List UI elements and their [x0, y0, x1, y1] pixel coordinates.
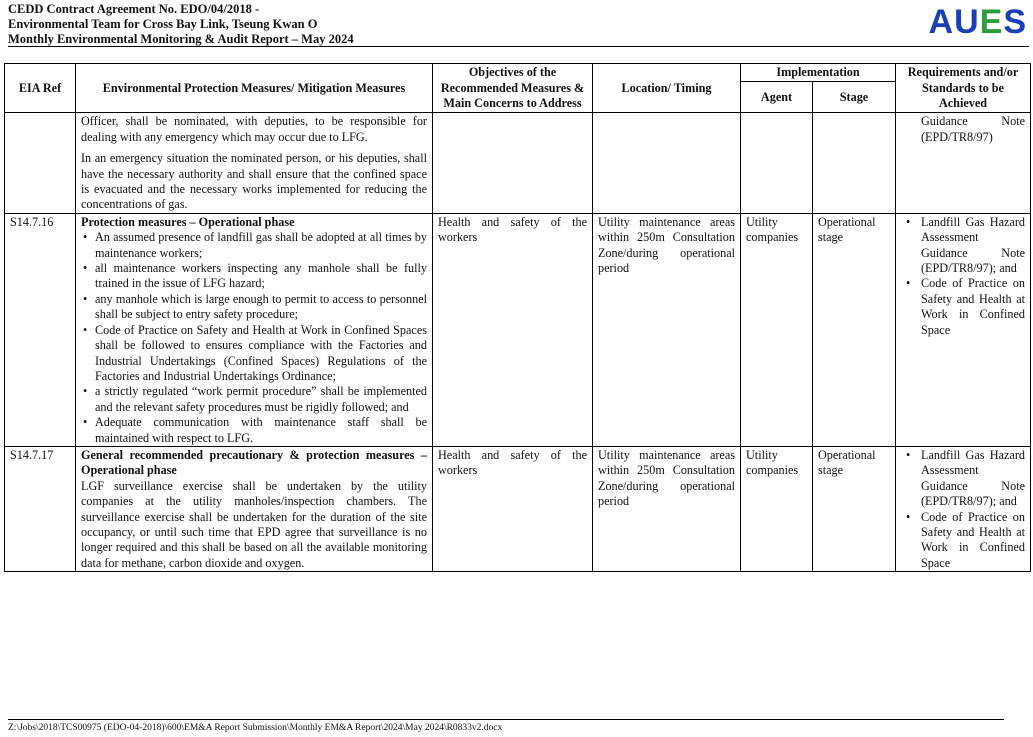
list-item: • any manhole which is large enough to permit to access to personnel shall be subject to entry safety procedure; [95, 292, 427, 323]
cell-objectives [433, 113, 593, 213]
col-header-location: Location/ Timing [593, 64, 741, 113]
col-header-objectives: Objectives of the Recommended Measures & Main Concerns to Address [433, 64, 593, 113]
requirements-list [901, 448, 1025, 571]
list-item: • Landfill Gas Hazard Assessment Guidance Note (EPD/TR8/97); and [921, 448, 1025, 510]
cell-objectives: Health and safety of the workers [433, 446, 593, 571]
col-header-measures: Environmental Protection Measures/ Mitigation Measures [76, 64, 433, 113]
col-header-stage: Stage [813, 82, 896, 113]
cell-requirements [896, 213, 1031, 446]
cell-stage [813, 113, 896, 213]
header-divider [8, 46, 1029, 47]
report-line: Monthly Environmental Monitoring & Audit Report – May 2024 [8, 32, 354, 46]
list-item: • a strictly regulated “work permit procedure” shall be implemented and the relevant safety procedures must be rigidly followed; and [95, 384, 427, 415]
col-header-implementation: Implementation [741, 64, 896, 82]
cell-eia-ref: S14.7.16 [5, 213, 76, 446]
measures-heading: General recommended precautionary & protection measures – Operational phase [81, 447, 427, 478]
list-item: • Code of Practice on Safety and Health at Work in Confined Space [921, 276, 1025, 338]
measures-heading: Protection measures – Operational phase [81, 214, 295, 229]
table-header-row [5, 64, 1031, 82]
cell-eia-ref: S14.7.17 [5, 446, 76, 571]
cell-measures [76, 446, 433, 571]
list-item: • all maintenance workers inspecting any manhole shall be fully trained in the issue of LFG hazard; [95, 261, 427, 292]
list-item: • Adequate communication with maintenance staff shall be maintained with respect to LFG. [95, 415, 427, 446]
cell-requirements [896, 113, 1031, 213]
table-row [5, 113, 1031, 213]
file-path-footer: Z:\Jobs\2018\TCS00975 (EDO-04-2018)\600\EM&A Report Submission\Monthly EM&A Report\2024\May 2024\R0833v2.docx [8, 723, 503, 733]
cell-location [593, 113, 741, 213]
cell-objectives: Health and safety of the workers [433, 213, 593, 446]
cell-eia-ref [5, 113, 76, 213]
requirements-list [901, 215, 1025, 338]
measures-bullet-list [81, 230, 427, 446]
list-item: • Code of Practice on Safety and Health at Work in Confined Space [921, 510, 1025, 572]
list-item: • An assumed presence of landfill gas shall be adopted at all times by maintenance workers; [95, 230, 427, 261]
cell-agent: Utility companies [741, 446, 813, 571]
document-header [8, 2, 568, 47]
requirement-text: Guidance Note (EPD/TR8/97) [921, 114, 1025, 144]
col-header-eia-ref: EIA Ref [5, 64, 76, 113]
col-header-agent: Agent [741, 82, 813, 113]
table-row [5, 446, 1031, 571]
cell-stage: Operational stage [813, 446, 896, 571]
cell-requirements [896, 446, 1031, 571]
contract-line: CEDD Contract Agreement No. EDO/04/2018 - [8, 2, 260, 16]
cell-agent [741, 113, 813, 213]
mitigation-measures-table [4, 63, 1031, 572]
footer-divider [8, 719, 1004, 720]
cell-measures [76, 113, 433, 213]
measures-paragraph: In an emergency situation the nominated person, or his deputies, shall have the necessary authority and shall ensure that the confined space is evacuated and the necessary works implemented for reducing the concentrations of gas. [81, 151, 427, 212]
measures-body: LGF surveillance exercise shall be undertaken by the utility companies at the utility manholes/inspection chambers. The surveillance exercise shall be undertaken for the duration of the site occupancy, or until such time that EPD agree that surveillance is no longer required and this shall be based on all the available monitoring data for methane, carbon dioxide and oxygen. [81, 478, 427, 570]
project-line: Environmental Team for Cross Bay Link, Tseung Kwan O [8, 17, 318, 31]
col-header-requirements: Requirements and/or Standards to be Achieved [896, 64, 1031, 113]
aues-logo: AUES [928, 3, 1027, 41]
cell-measures [76, 213, 433, 446]
cell-location: Utility maintenance areas within 250m Consultation Zone/during operational period [593, 213, 741, 446]
list-item: • Code of Practice on Safety and Health at Work in Confined Spaces shall be followed to ensures compliance with the Factories and Industrial Undertakings (Confined Spaces) Regulations of the Factories and Industrial Undertakings Ordinance; [95, 323, 427, 385]
measures-paragraph: Officer, shall be nominated, with deputies, to be responsible for dealing with any emergency which may occur due to LFG. [81, 114, 427, 144]
cell-stage: Operational stage [813, 213, 896, 446]
table-row [5, 213, 1031, 446]
cell-location: Utility maintenance areas within 250m Consultation Zone/during operational period [593, 446, 741, 571]
cell-agent: Utility companies [741, 213, 813, 446]
list-item: • Landfill Gas Hazard Assessment Guidance Note (EPD/TR8/97); and [921, 215, 1025, 277]
